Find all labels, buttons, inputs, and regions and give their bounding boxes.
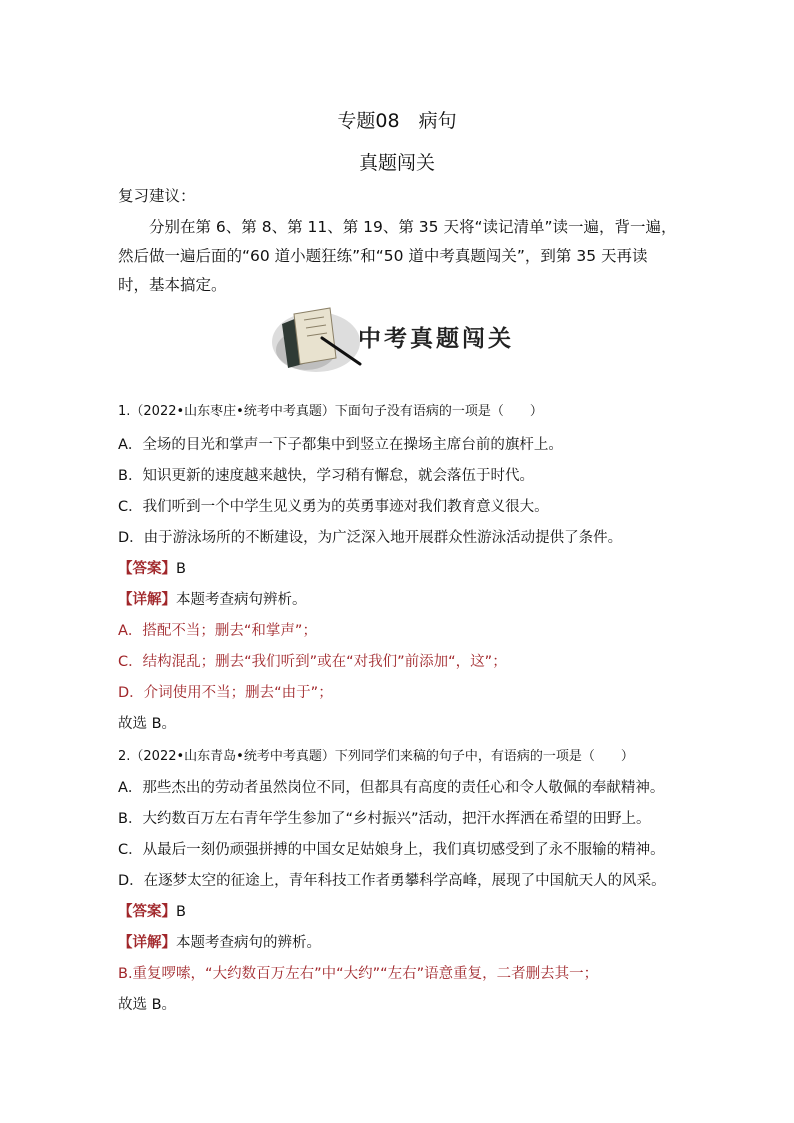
option-d: D．在逐梦太空的征途上，青年科技工作者勇攀科学高峰，展现了中国航天人的风采。 bbox=[118, 873, 666, 889]
option-c: C．从最后一刻仍顽强拼搏的中国女足姑娘身上，我们真切感受到了永不服输的精神。 bbox=[118, 842, 665, 858]
page-subtitle: 真题闯关 bbox=[358, 152, 435, 174]
question-stem: 1.（2022•山东枣庄•统考中考真题）下面句子没有语病的一项是（ ） bbox=[118, 404, 543, 419]
answer-label: 【答案】 bbox=[118, 561, 176, 577]
explain-label: 【详解】 bbox=[118, 592, 176, 608]
explain-note: B.重复啰嗦，“大约数百万左右”中“大约”“左右”语意重复，二者删去其一； bbox=[118, 966, 599, 982]
answer-line bbox=[118, 559, 186, 579]
question-stem: 2.（2022•山东青岛•统考中考真题）下列同学们来稿的句子中，有语病的一项是（ ） bbox=[118, 749, 634, 764]
option-b: B．大约数百万左右青年学生参加了“乡村振兴”活动，把汗水挥洒在希望的田野上。 bbox=[118, 811, 651, 827]
answer-line bbox=[118, 902, 186, 922]
explain-note: D．介词使用不当；删去“由于”； bbox=[118, 685, 333, 701]
section-banner bbox=[272, 302, 522, 374]
page-title: 专题08 病句 bbox=[337, 110, 457, 132]
explain-note: C．结构混乱；删去“我们听到”或在“对我们”前添加“，这”； bbox=[118, 654, 507, 670]
answer-value: B bbox=[176, 904, 186, 920]
review-label: 复习建议： bbox=[118, 187, 196, 205]
explain-text: 本题考查病句的辨析。 bbox=[176, 935, 321, 951]
option-c: C．我们听到一个中学生见义勇为的英勇事迹对我们教育意义很大。 bbox=[118, 499, 549, 515]
option-a: A．全场的目光和掌声一下子都集中到竖立在操场主席台前的旗杆上。 bbox=[118, 437, 563, 453]
explain-text: 本题考查病句辨析。 bbox=[176, 592, 307, 608]
review-text: 分别在第 6、第 8、第 11、第 19、第 35 天将“读记清单”读一遍，背一遍，然后做一遍后面的“60 道小题狂练”和“50 道中考真题闯关”，到第 35 天再读时，基本搞定。 bbox=[118, 218, 677, 294]
conclusion: 故选 B。 bbox=[118, 997, 177, 1013]
option-a: A．那些杰出的劳动者虽然岗位不同，但都具有高度的责任心和令人敬佩的奉献精神。 bbox=[118, 780, 665, 796]
explain-line bbox=[118, 933, 321, 953]
answer-value: B bbox=[176, 561, 186, 577]
explain-line bbox=[118, 590, 307, 610]
option-d: D．由于游泳场所的不断建设，为广泛深入地开展群众性游泳活动提供了条件。 bbox=[118, 530, 623, 546]
explain-label: 【详解】 bbox=[118, 935, 176, 951]
banner-title: 中考真题闯关 bbox=[358, 325, 514, 352]
option-b: B．知识更新的速度越来越快，学习稍有懈怠，就会落伍于时代。 bbox=[118, 468, 534, 484]
conclusion: 故选 B。 bbox=[118, 716, 177, 732]
explain-note: A．搭配不当；删去“和掌声”； bbox=[118, 623, 317, 639]
answer-label: 【答案】 bbox=[118, 904, 176, 920]
